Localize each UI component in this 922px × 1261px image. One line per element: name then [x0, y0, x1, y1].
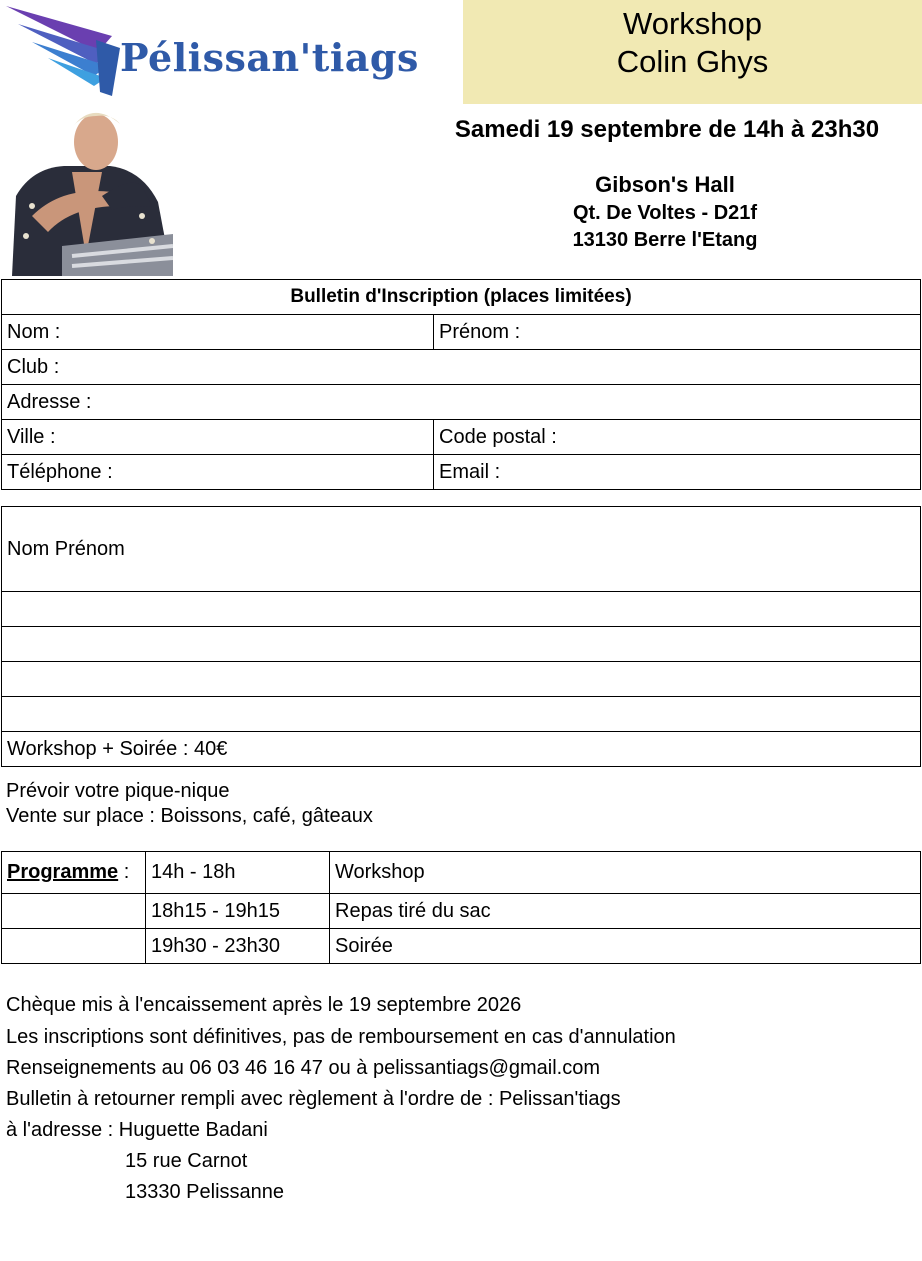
programme-label-cell: [2, 852, 146, 894]
picnic-note: Prévoir votre pique-nique: [6, 780, 230, 802]
programme-time: 19h30 - 23h30: [146, 929, 330, 964]
programme-activity: Soirée: [330, 929, 921, 964]
club-logo: [0, 0, 419, 100]
programme-activity: Workshop: [330, 852, 921, 894]
address-name: à l'adresse : Huguette Badani: [6, 1119, 268, 1141]
programme-empty-cell: [2, 929, 146, 964]
programme-time: 14h - 18h: [146, 852, 330, 894]
programme-label-suffix: :: [118, 861, 130, 883]
ville-field[interactable]: Ville :: [2, 420, 434, 455]
programme-label: Programme: [7, 861, 119, 883]
programme-empty-cell: [2, 894, 146, 929]
venue-city: 13130 Berre l'Etang: [572, 229, 758, 251]
nom-field[interactable]: Nom :: [2, 315, 434, 350]
prenom-field[interactable]: Prénom :: [434, 315, 921, 350]
refund-note: Les inscriptions sont définitives, pas de remboursement en cas d'annulation: [6, 1026, 676, 1048]
price-row: Workshop + Soirée : 40€: [2, 732, 921, 767]
banner-title: Workshop: [623, 6, 762, 41]
contact-note: Renseignements au 06 03 46 16 47 ou à pelissantiags@gmail.com: [6, 1057, 601, 1079]
club-field[interactable]: Club :: [2, 350, 921, 385]
sales-note: Vente sur place : Boissons, café, gâteaux: [6, 805, 373, 827]
code-postal-field[interactable]: Code postal :: [434, 420, 921, 455]
workshop-banner: [463, 0, 922, 104]
adresse-field[interactable]: Adresse :: [2, 385, 921, 420]
logo-text: Pélissan'tiags: [120, 35, 419, 80]
venue-name: Gibson's Hall: [595, 172, 735, 197]
email-field[interactable]: Email :: [434, 455, 921, 490]
cheque-note: Chèque mis à l'encaissement après le 19 septembre 2026: [6, 994, 522, 1016]
event-date: Samedi 19 septembre de 14h à 23h30: [454, 116, 880, 143]
person-photo-icon: [2, 106, 173, 276]
participants-header: Nom Prénom: [2, 507, 921, 592]
telephone-field[interactable]: Téléphone :: [2, 455, 434, 490]
programme-time: 18h15 - 19h15: [146, 894, 330, 929]
participant-row[interactable]: [2, 697, 921, 732]
programme-activity: Repas tiré du sac: [330, 894, 921, 929]
wing-icon: [0, 0, 125, 100]
banner-artist: Colin Ghys: [616, 44, 769, 79]
programme-table: [1, 851, 921, 964]
participant-row[interactable]: [2, 662, 921, 697]
address-city: 13330 Pelissanne: [125, 1181, 285, 1203]
form-title: Bulletin d'Inscription (places limitées): [2, 280, 921, 315]
address-street: 15 rue Carnot: [125, 1150, 248, 1172]
participant-row[interactable]: [2, 592, 921, 627]
registration-form: [1, 279, 921, 490]
participants-table: [1, 506, 921, 767]
return-note: Bulletin à retourner rempli avec règlement à l'ordre de : Pelissan'tiags: [6, 1088, 621, 1110]
venue-street: Qt. De Voltes - D21f: [572, 202, 758, 224]
artist-photo: [2, 106, 173, 276]
participant-row[interactable]: [2, 627, 921, 662]
